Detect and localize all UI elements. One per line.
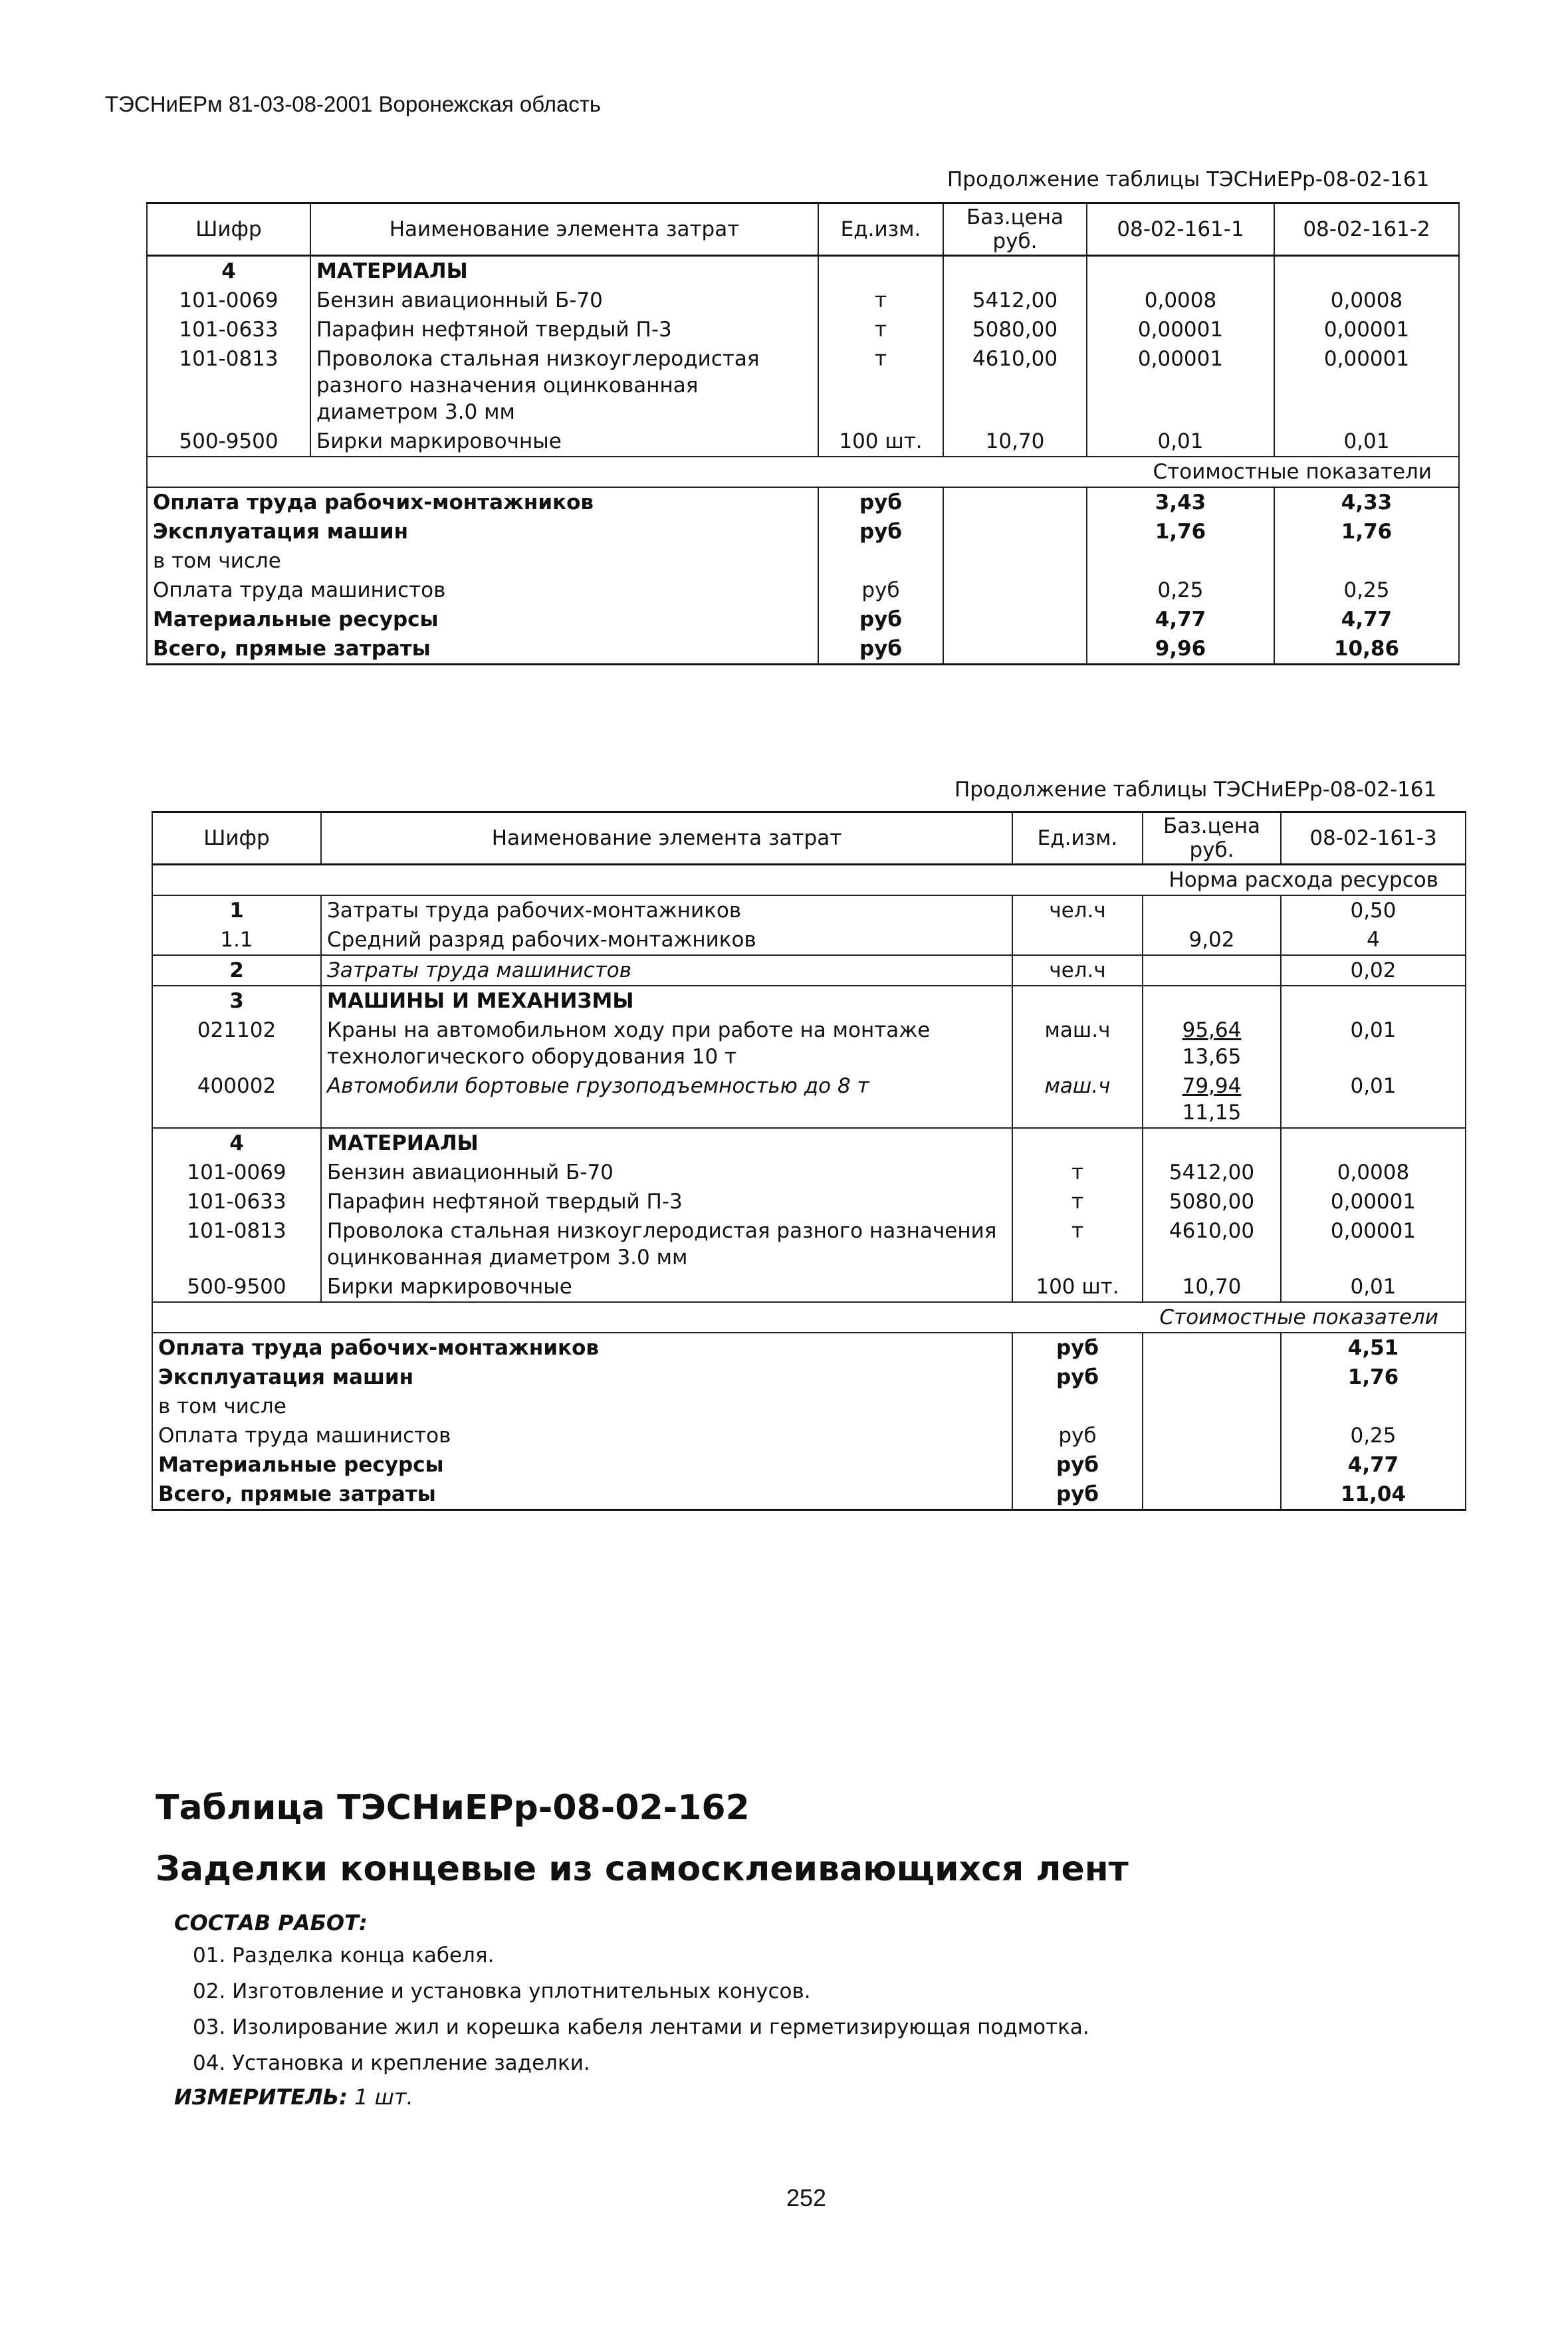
header-name: Наименование элемента затрат [310, 203, 818, 256]
resource-unit: 100 шт. [818, 427, 943, 457]
resource-code: 101-0633 [147, 315, 310, 344]
table-cell [1143, 1450, 1281, 1480]
cost-row [147, 634, 1459, 665]
table-cell [943, 634, 1087, 665]
resource-value-1: 0,01 [1281, 1016, 1466, 1071]
header-code: Шифр [152, 812, 321, 865]
cost-unit: руб [818, 487, 943, 517]
resource-name: Проволока стальная низкоуглеродистая разного назначения оцинкованная диаметром 3.0 мм [321, 1216, 1012, 1272]
resource-code: 1 [152, 895, 321, 925]
table-cell [1012, 1128, 1143, 1158]
work-composition-heading: СОСТАВ РАБОТ: [174, 1910, 368, 1936]
table-row [152, 1216, 1466, 1272]
cost-value-2: 4,77 [1274, 605, 1459, 634]
section-row [152, 1128, 1466, 1158]
cost-name: в том числе [147, 546, 818, 576]
work-item: 04. Установка и крепление заделки. [193, 2051, 590, 2075]
resource-value-1: 0,01 [1087, 427, 1274, 457]
cost-name: Оплата труда машинистов [147, 576, 818, 605]
resource-code: 021102 [152, 1016, 321, 1071]
cost-value-2: 4,33 [1274, 487, 1459, 517]
cost-name: в том числе [152, 1392, 1012, 1421]
resource-code: 500-9500 [152, 1272, 321, 1302]
cost-row [152, 1421, 1466, 1450]
cost-name: Эксплуатация машин [152, 1363, 1012, 1392]
cost-value-2: 1,76 [1274, 517, 1459, 546]
resource-name: Автомобили бортовые грузоподъемностью до 8 т [321, 1071, 1012, 1128]
section-code: 4 [147, 256, 310, 286]
cost-name: Всего, прямые затраты [147, 634, 818, 665]
resource-name: Затраты труда рабочих-монтажников [321, 895, 1012, 925]
cost-value-1: 1,76 [1087, 517, 1274, 546]
resource-price: 4610,00 [943, 344, 1087, 427]
cost-unit [1012, 1392, 1143, 1421]
header-col2: 08-02-161-2 [1274, 203, 1459, 256]
header-code: Шифр [147, 203, 310, 256]
table-cell [1143, 1421, 1281, 1450]
resource-name: Проволока стальная низкоуглеродистая разного назначения оцинкованная диаметром 3.0 мм [310, 344, 818, 427]
table-cell [1143, 986, 1281, 1016]
cost-value-1: 4,77 [1087, 605, 1274, 634]
table-header-row [152, 812, 1466, 865]
table-cell [1143, 1480, 1281, 1510]
section-code: 4 [152, 1128, 321, 1158]
cost-name: Оплата труда рабочих-монтажников [152, 1333, 1012, 1363]
cost-value-1: 3,43 [1087, 487, 1274, 517]
resource-value-1: 0,02 [1281, 955, 1466, 986]
section-subtitle: Заделки концевые из самосклеивающихся лент [156, 1849, 1129, 1889]
resource-value-1: 0,01 [1281, 1071, 1466, 1128]
resource-value-1: 0,0008 [1087, 286, 1274, 315]
table-cell [818, 256, 943, 286]
resource-unit: чел.ч [1012, 895, 1143, 925]
table-row [152, 1272, 1466, 1302]
table-row [152, 1016, 1466, 1071]
cost-unit: руб [1012, 1363, 1143, 1392]
table-cell [1143, 1128, 1281, 1158]
cost-name: Эксплуатация машин [147, 517, 818, 546]
resource-value-1: 0,50 [1281, 895, 1466, 925]
cost-unit: руб [818, 576, 943, 605]
header-unit: Ед.изм. [1012, 812, 1143, 865]
cost-label-row [152, 1302, 1466, 1333]
cost-row [152, 1480, 1466, 1510]
resource-name: Затраты труда машинистов [321, 955, 1012, 986]
table-cell [1143, 1392, 1281, 1421]
cost-value-1: 1,76 [1281, 1363, 1466, 1392]
resource-value-1: 0,00001 [1087, 315, 1274, 344]
measure-value: 1 шт. [354, 2084, 413, 2110]
cost-name: Оплата труда рабочих-монтажников [147, 487, 818, 517]
header-col1: 08-02-161-3 [1281, 812, 1466, 865]
resource-code: 101-0813 [152, 1216, 321, 1272]
cost-row [147, 576, 1459, 605]
resource-value-1: 0,01 [1281, 1272, 1466, 1302]
resource-value-2: 0,01 [1274, 427, 1459, 457]
section-row [147, 256, 1459, 286]
resource-price: 10,70 [1143, 1272, 1281, 1302]
resource-value-2: 0,00001 [1274, 315, 1459, 344]
table-cell [1087, 256, 1274, 286]
resource-unit: маш.ч [1012, 1016, 1143, 1071]
cost-row [152, 1392, 1466, 1421]
resource-value-2: 0,00001 [1274, 344, 1459, 427]
table-row [147, 427, 1459, 457]
cost-value-1: 11,04 [1281, 1480, 1466, 1510]
measure-unit [174, 2084, 413, 2110]
cost-name: Материальные ресурсы [152, 1450, 1012, 1480]
measure-label: ИЗМЕРИТЕЛЬ: [174, 2084, 348, 2110]
work-item: 01. Разделка конца кабеля. [193, 1944, 495, 1967]
page-number: 252 [786, 2184, 827, 2211]
norm-label: Норма расхода ресурсов [152, 865, 1466, 896]
table-cell [1012, 986, 1143, 1016]
cost-value-1: 9,96 [1087, 634, 1274, 665]
resource-name: Бензин авиационный Б-70 [310, 286, 818, 315]
resource-code: 101-0633 [152, 1187, 321, 1216]
table-row [147, 344, 1459, 427]
resource-unit: 100 шт. [1012, 1272, 1143, 1302]
table-cell [943, 605, 1087, 634]
cost-value-1: 0,25 [1281, 1421, 1466, 1450]
table1 [146, 202, 1460, 665]
table-cell [943, 487, 1087, 517]
resource-code: 1.1 [152, 925, 321, 955]
table2 [152, 811, 1466, 1511]
table-cell [1281, 986, 1466, 1016]
cost-unit: руб [818, 605, 943, 634]
cost-unit: руб [1012, 1450, 1143, 1480]
table-header-row [147, 203, 1459, 256]
price-bottom: 13,65 [1182, 1045, 1242, 1069]
table-row [152, 895, 1466, 925]
price-top: 95,64 [1182, 1018, 1242, 1042]
cost-name: Оплата труда машинистов [152, 1421, 1012, 1450]
resource-price: 5412,00 [1143, 1158, 1281, 1187]
resource-name: Средний разряд рабочих-монтажников [321, 925, 1012, 955]
resource-price: 5080,00 [1143, 1187, 1281, 1216]
header-price: Баз.цена руб. [1143, 812, 1281, 865]
resource-price: 5412,00 [943, 286, 1087, 315]
resource-price [1143, 1016, 1281, 1071]
table1-caption: Продолжение таблицы ТЭСНиЕРр-08-02-161 [947, 167, 1430, 191]
resource-price: 9,02 [1143, 925, 1281, 955]
cost-unit: руб [818, 634, 943, 665]
table2-caption: Продолжение таблицы ТЭСНиЕРр-08-02-161 [954, 778, 1437, 802]
cost-unit: руб [1012, 1480, 1143, 1510]
section-title: МАТЕРИАЛЫ [321, 1128, 1012, 1158]
norm-label-row [152, 865, 1466, 896]
cost-row [147, 546, 1459, 576]
resource-name: Бирки маркировочные [321, 1272, 1012, 1302]
resource-value-1: 0,00001 [1087, 344, 1274, 427]
resource-value-1: 0,00001 [1281, 1216, 1466, 1272]
resource-name: Бирки маркировочные [310, 427, 818, 457]
cost-value-1: 4,51 [1281, 1333, 1466, 1363]
cost-row [152, 1333, 1466, 1363]
table-cell [1143, 1333, 1281, 1363]
table-row [152, 1187, 1466, 1216]
cost-value-1 [1281, 1392, 1466, 1421]
cost-value-2 [1274, 546, 1459, 576]
table-cell [1143, 1363, 1281, 1392]
cost-unit: руб [818, 517, 943, 546]
resource-unit: т [818, 315, 943, 344]
resource-code: 500-9500 [147, 427, 310, 457]
work-item: 03. Изолирование жил и корешка кабеля лентами и герметизирующая подмотка. [193, 2015, 1089, 2039]
resource-price [1143, 895, 1281, 925]
resource-code: 101-0069 [152, 1158, 321, 1187]
cost-row [152, 1450, 1466, 1480]
header-price: Баз.цена руб. [943, 203, 1087, 256]
table-cell [943, 256, 1087, 286]
resource-unit: т [1012, 1187, 1143, 1216]
cost-label: Стоимостные показатели [152, 1302, 1466, 1333]
cost-name: Всего, прямые затраты [152, 1480, 1012, 1510]
cost-row [147, 517, 1459, 546]
cost-value-2: 0,25 [1274, 576, 1459, 605]
resource-name: Краны на автомобильном ходу при работе на монтаже технологического оборудования 10 т [321, 1016, 1012, 1071]
table-cell [1274, 256, 1459, 286]
section-title: Таблица ТЭСНиЕРр-08-02-162 [156, 1788, 750, 1828]
resource-code: 101-0069 [147, 286, 310, 315]
section-code: 3 [152, 986, 321, 1016]
section-title: МАТЕРИАЛЫ [310, 256, 818, 286]
resource-price: 4610,00 [1143, 1216, 1281, 1272]
table-cell [1281, 1128, 1466, 1158]
header-unit: Ед.изм. [818, 203, 943, 256]
cost-label-row [147, 457, 1459, 487]
price-bottom: 11,15 [1182, 1101, 1242, 1125]
table-row [147, 286, 1459, 315]
resource-unit: т [818, 344, 943, 427]
resource-code: 101-0813 [147, 344, 310, 427]
header-col1: 08-02-161-1 [1087, 203, 1274, 256]
cost-name: Материальные ресурсы [147, 605, 818, 634]
resource-value-1: 0,0008 [1281, 1158, 1466, 1187]
resource-unit: т [818, 286, 943, 315]
cost-value-2: 10,86 [1274, 634, 1459, 665]
table-cell [943, 576, 1087, 605]
cost-label: Стоимостные показатели [147, 457, 1459, 487]
resource-unit [1012, 925, 1143, 955]
resource-unit: т [1012, 1216, 1143, 1272]
cost-row [152, 1363, 1466, 1392]
table-row [152, 925, 1466, 955]
resource-value-1: 4 [1281, 925, 1466, 955]
resource-price: 10,70 [943, 427, 1087, 457]
resource-unit: чел.ч [1012, 955, 1143, 986]
resource-name: Бензин авиационный Б-70 [321, 1158, 1012, 1187]
cost-value-1: 0,25 [1087, 576, 1274, 605]
table-row [152, 955, 1466, 986]
resource-unit: маш.ч [1012, 1071, 1143, 1128]
resource-code: 2 [152, 955, 321, 986]
table-row [152, 1071, 1466, 1128]
table-cell [943, 546, 1087, 576]
cost-unit: руб [1012, 1333, 1143, 1363]
price-top: 79,94 [1182, 1074, 1242, 1098]
resource-name: Парафин нефтяной твердый П-3 [310, 315, 818, 344]
section-title: МАШИНЫ И МЕХАНИЗМЫ [321, 986, 1012, 1016]
cost-unit: руб [1012, 1421, 1143, 1450]
resource-unit: т [1012, 1158, 1143, 1187]
document-header: ТЭСНиЕРм 81-03-08-2001 Воронежская область [105, 92, 602, 116]
work-item: 02. Изготовление и установка уплотнительных конусов. [193, 1979, 811, 2003]
table-row [152, 1158, 1466, 1187]
cost-row [147, 487, 1459, 517]
cost-value-1 [1087, 546, 1274, 576]
cost-row [147, 605, 1459, 634]
header-name: Наименование элемента затрат [321, 812, 1012, 865]
resource-price [1143, 955, 1281, 986]
resource-price [1143, 1071, 1281, 1128]
cost-value-1: 4,77 [1281, 1450, 1466, 1480]
section-row [152, 986, 1466, 1016]
resource-price: 5080,00 [943, 315, 1087, 344]
resource-name: Парафин нефтяной твердый П-3 [321, 1187, 1012, 1216]
table-cell [943, 517, 1087, 546]
cost-unit [818, 546, 943, 576]
table-row [147, 315, 1459, 344]
resource-code: 400002 [152, 1071, 321, 1128]
resource-value-2: 0,0008 [1274, 286, 1459, 315]
resource-value-1: 0,00001 [1281, 1187, 1466, 1216]
